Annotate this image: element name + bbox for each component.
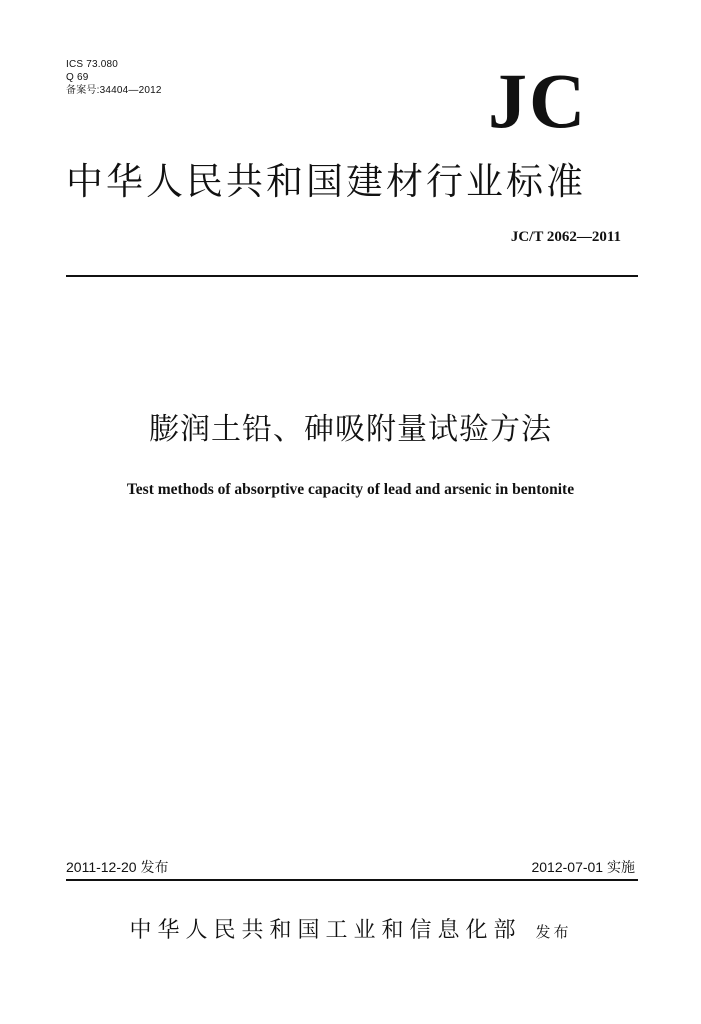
standard-code: JC/T 2062—2011 <box>510 229 621 245</box>
implement-date: 2012-07-01 实施 <box>531 859 635 875</box>
bottom-divider <box>66 879 638 881</box>
issuer-name: 中华人民共和国工业和信息化部 <box>129 918 522 943</box>
ccs-code: Q 69 <box>66 72 89 83</box>
header-meta <box>66 58 162 97</box>
issuer-line <box>0 916 701 947</box>
top-divider <box>66 275 638 277</box>
jc-logo: JC <box>488 57 588 144</box>
issue-date: 2011-12-20 发布 <box>66 859 169 875</box>
document-title-en: Test methods of absorptive capacity of lead and arsenic in bentonite <box>126 481 575 498</box>
ics-code: ICS 73.080 <box>66 59 119 70</box>
record-number: 备案号:34404—2012 <box>66 85 162 96</box>
industry-standard-title: 中华人民共和国建材行业标准 <box>66 160 586 203</box>
issuer-action: 发布 <box>535 923 572 941</box>
document-title-cn: 膨润土铅、砷吸附量试验方法 <box>149 412 552 447</box>
